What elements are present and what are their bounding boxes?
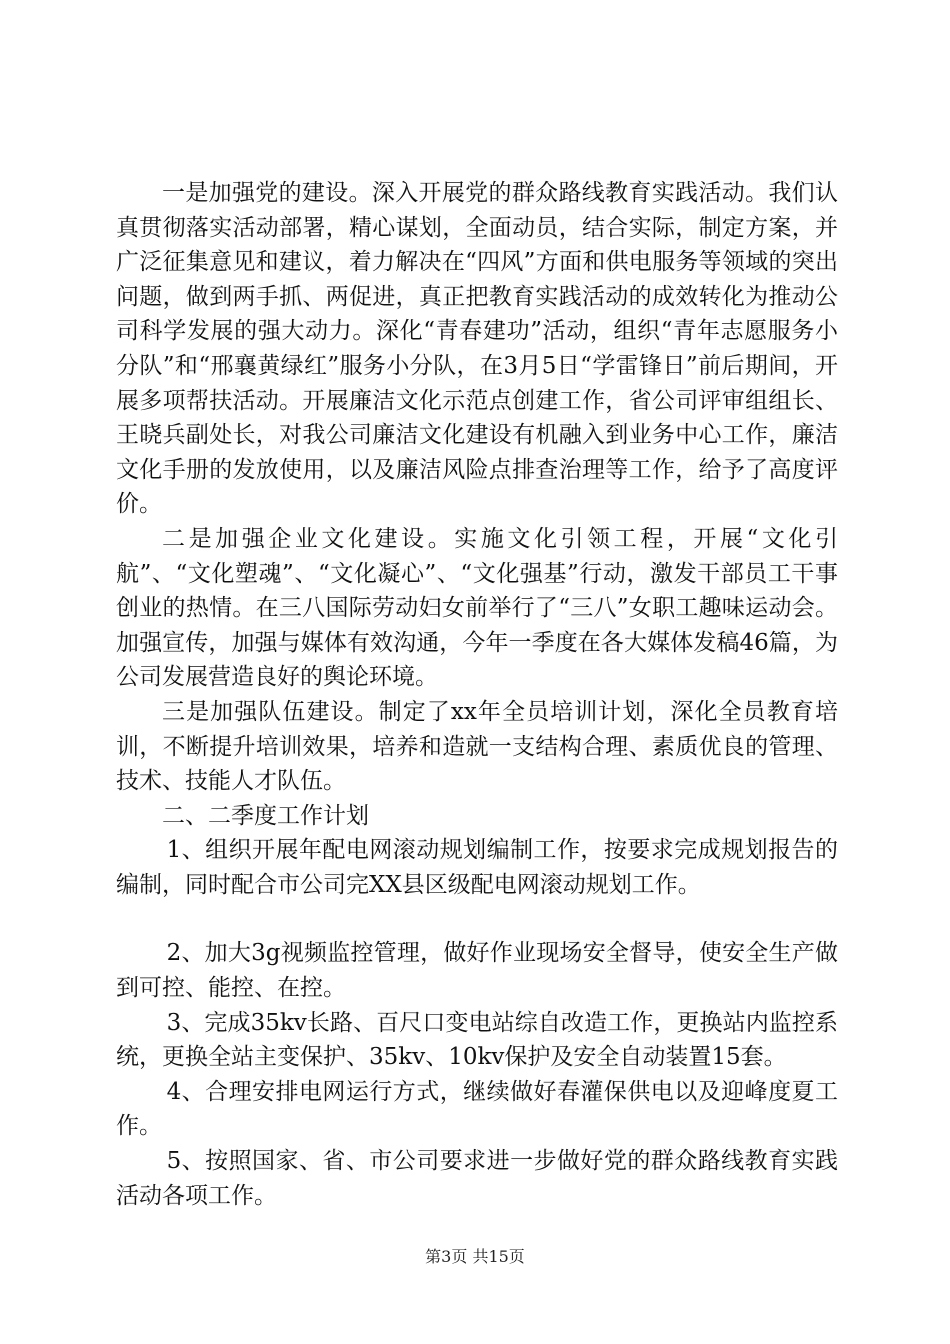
document-body <box>116 176 838 1213</box>
paragraph-team-building: 三是加强队伍建设。制定了xx年全员培训计划，深化全员教育培训，不断提升培训效果，培养和造就一支结构合理、素质优良的管理、技术、技能人才队伍。 <box>116 698 838 795</box>
paragraph-party-building: 一是加强党的建设。深入开展党的群众路线教育实践活动。我们认真贯彻落实活动部署，精心谋划，全面动员，结合实际，制定方案，并广泛征集意见和建议，着力解决在“四风”方面和供电服务等领域的突出问题，做到两手抓、两促进，真正把教育实践活动的成效转化为推动公司科学发展的强大动力。深化“青春建功”活动，组织“青年志愿服务小分队”和“邢襄黄绿红”服务小分队，在3月5日“学雷锋日”前后期间，开展多项帮扶活动。开展廉洁文化示范点创建工作，省公司评审组组长、王晓兵副处长，对我公司廉洁文化建设有机融入到业务中心工作，廉洁文化手册的发放使用，以及廉洁风险点排查治理等工作，给予了高度评价。 <box>116 180 838 518</box>
plan-item-4: 4、合理安排电网运行方式，继续做好春灌保供电以及迎峰度夏工作。 <box>116 1078 838 1140</box>
plan-item-2: 2、加大3g视频监控管理，做好作业现场安全督导，使安全生产做到可控、能控、在控。 <box>116 940 838 1002</box>
plan-item-3: 3、完成35kv长路、百尺口变电站综自改造工作，更换站内监控系统，更换全站主变保护、35kv、10kv保护及安全自动装置15套。 <box>116 1009 838 1071</box>
blank-line <box>116 902 838 936</box>
paragraph-corporate-culture: 二是加强企业文化建设。实施文化引领工程，开展“文化引航”、“文化塑魂”、“文化凝心”、“文化强基”行动，激发干部员工干事创业的热情。在三八国际劳动妇女前举行了“三八”女职工趣味运动会。加强宣传，加强与媒体有效沟通，今年一季度在各大媒体发稿46篇，为公司发展营造良好的舆论环境。 <box>116 525 838 691</box>
plan-item-1: 1、组织开展年配电网滚动规划编制工作，按要求完成规划报告的编制，同时配合市公司完XX县区级配电网滚动规划工作。 <box>116 837 838 898</box>
plan-item-5: 5、按照国家、省、市公司要求进一步做好党的群众路线教育实践活动各项工作。 <box>116 1148 838 1209</box>
section-heading-q2-plan: 二、二季度工作计划 <box>162 802 369 829</box>
page-number-footer: 第3页 共15页 <box>425 1247 525 1266</box>
